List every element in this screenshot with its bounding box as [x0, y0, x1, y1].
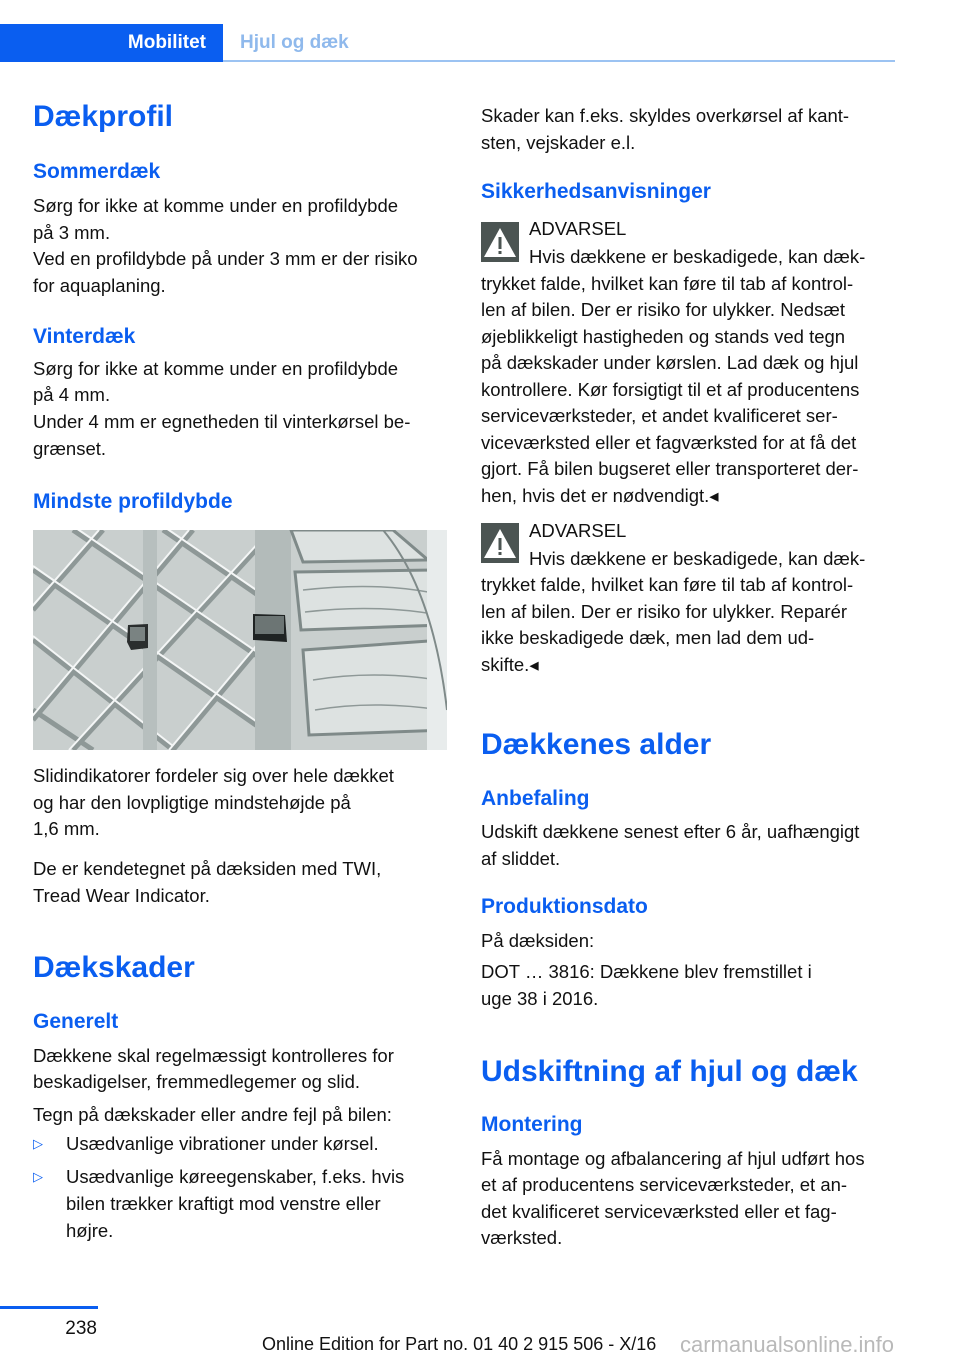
paragraph-line: sten, vejskader e.l. — [481, 132, 636, 153]
header-rule — [223, 60, 895, 62]
heading-udskiftning: Udskiftning af hjul og dæk — [481, 1055, 858, 1088]
warning-text-line: kontrollere. Kør forsigtigt til et af producentens — [481, 379, 860, 400]
paragraph-line: for aquaplaning. — [33, 275, 166, 296]
paragraph-line: af sliddet. — [481, 848, 561, 869]
paragraph-line: DOT … 3816: Dækkene blev fremstillet i — [481, 961, 812, 982]
paragraph-line: det kvalificeret serviceværksted eller et fag- — [481, 1201, 837, 1222]
paragraph-line: Skader kan f.eks. skyldes overkørsel af kant- — [481, 105, 850, 126]
heading-anbefaling: Anbefaling — [481, 787, 590, 810]
paragraph-line: værksted. — [481, 1227, 563, 1248]
warning-text-line: trykket falde, hvilket kan føre til tab af kontrol- — [481, 273, 854, 294]
heading-vinterdaek: Vinterdæk — [33, 325, 136, 348]
warning-icon — [481, 523, 519, 563]
paragraph-line: Tread Wear Indicator. — [33, 885, 210, 906]
footer-rule — [0, 1306, 98, 1309]
paragraph-line: grænset. — [33, 438, 107, 459]
paragraph-line: Ved en profildybde på under 3 mm er der risiko — [33, 248, 418, 269]
paragraph-line: Sørg for ikke at komme under en profildybde — [33, 195, 399, 216]
bullet-triangle-icon: ▷ — [33, 1169, 43, 1184]
warning-text-line: trykket falde, hvilket kan føre til tab af kontrol- — [481, 574, 854, 595]
tire-tread-illustration — [33, 530, 447, 750]
warning-text-line: ikke beskadigede dæk, men lad dem ud- — [481, 627, 815, 648]
warning-icon — [481, 222, 519, 262]
paragraph-line: og har den lovpligtige mindstehøjde på — [33, 792, 351, 813]
bullet-triangle-icon: ▷ — [33, 1136, 43, 1151]
paragraph-line: på 3 mm. — [33, 222, 111, 243]
page-header — [0, 24, 895, 62]
paragraph-line: beskadigelser, fremmedlegemer og slid. — [33, 1071, 360, 1092]
paragraph-line: et af producentens serviceværksteder, et an- — [481, 1174, 848, 1195]
warning-text-line: skifte.◂ — [481, 654, 539, 675]
warning-text-line: hen, hvis det er nødvendigt.◂ — [481, 485, 719, 506]
heading-sikkerhedsanvisninger: Sikkerhedsanvisninger — [481, 180, 711, 203]
page-number: 238 — [65, 1318, 97, 1339]
paragraph-line: På dæksiden: — [481, 930, 595, 951]
paragraph-line: Sørg for ikke at komme under en profildybde — [33, 358, 399, 379]
warning-label: ADVARSEL — [529, 520, 627, 541]
list-item-text: bilen trækker kraftigt mod venstre eller — [66, 1193, 381, 1214]
paragraph-line: Få montage og afbalancering af hjul udført hos — [481, 1148, 865, 1169]
paragraph-line: Under 4 mm er egnetheden til vinterkørsel be- — [33, 411, 411, 432]
list-item-text: Usædvanlige vibrationer under kørsel. — [66, 1133, 379, 1154]
list-item-text: højre. — [66, 1220, 114, 1241]
warning-text-line: på dækskader under kørslen. Lad dæk og hjul — [481, 352, 859, 373]
heading-daekprofil: Dækprofil — [33, 100, 174, 133]
warning-text-line: Hvis dækkene er beskadigede, kan dæk- — [529, 548, 866, 569]
warning-text-line: gjort. Få bilen bugseret eller transporteret der- — [481, 458, 859, 479]
heading-sommerdaek: Sommerdæk — [33, 160, 161, 183]
warning-text-line: len af bilen. Der er risiko for ulykker. Reparér — [481, 601, 848, 622]
paragraph-line: Dækkene skal regelmæssigt kontrolleres for — [33, 1045, 394, 1066]
warning-label: ADVARSEL — [529, 218, 627, 239]
paragraph-line: på 4 mm. — [33, 384, 111, 405]
heading-mindste-profildybde: Mindste profildybde — [33, 490, 233, 513]
chapter-tab: Mobilitet — [0, 24, 223, 62]
heading-produktionsdato: Produktionsdato — [481, 895, 648, 918]
warning-text-line: Hvis dækkene er beskadigede, kan dæk- — [529, 246, 866, 267]
paragraph-line: uge 38 i 2016. — [481, 988, 599, 1009]
paragraph-line: 1,6 mm. — [33, 818, 100, 839]
paragraph-line: De er kendetegnet på dæksiden med TWI, — [33, 858, 382, 879]
paragraph-line: Slidindikatorer fordeler sig over hele dækket — [33, 765, 394, 786]
warning-text-line: len af bilen. Der er risiko for ulykker. Nedsæt — [481, 299, 845, 320]
paragraph-line: Tegn på dækskader eller andre fejl på bilen: — [33, 1104, 392, 1125]
watermark: carmanualsonline.info — [680, 1332, 895, 1357]
edition-text: Online Edition for Part no. 01 40 2 915 506 - X/16 — [262, 1334, 657, 1354]
warning-text-line: serviceværksteder, et andet kvalificeret ser- — [481, 405, 838, 426]
paragraph-line: Udskift dækkene senest efter 6 år, uafhængigt — [481, 821, 860, 842]
heading-generelt: Generelt — [33, 1010, 119, 1033]
warning-text-line: viceværksted eller et fagværksted for at få det — [481, 432, 857, 453]
warning-text-line: øjeblikkeligt hastigheden og stands ved tegn — [481, 326, 846, 347]
section-tab: Hjul og dæk — [240, 32, 349, 53]
list-item-text: Usædvanlige køreegenskaber, f.eks. hvis — [66, 1166, 405, 1187]
heading-daekskader: Dækskader — [33, 951, 195, 984]
heading-montering: Montering — [481, 1113, 583, 1136]
heading-daekkenes-alder: Dækkenes alder — [481, 728, 712, 761]
tire-tread-icon — [33, 530, 447, 750]
